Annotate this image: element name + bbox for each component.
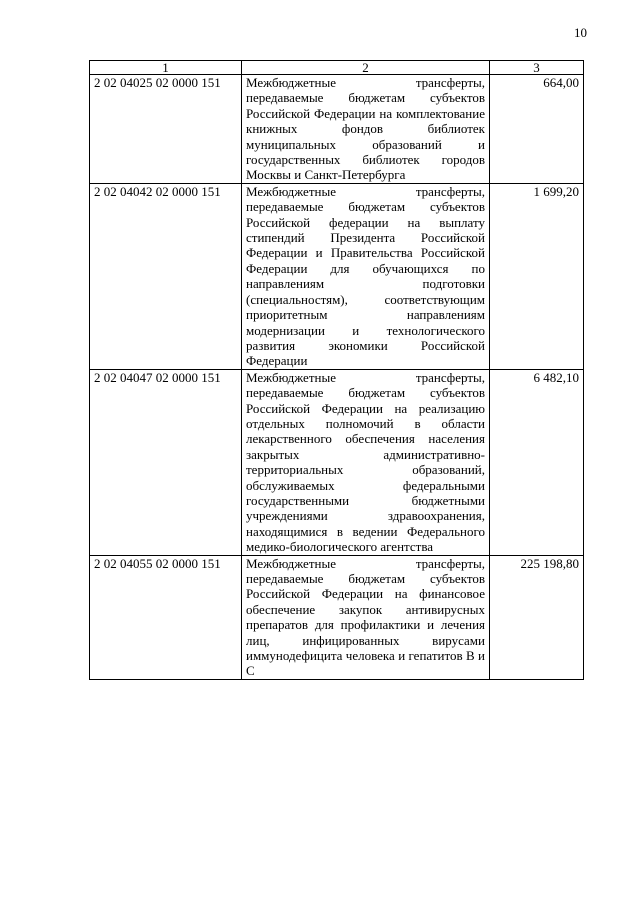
transfer-amount: 225 198,80 xyxy=(490,555,584,679)
budget-code: 2 02 04025 02 0000 151 xyxy=(90,75,242,184)
transfer-description: Межбюджетные трансферты, передаваемые бюджетам субъектов Российской федерации на выплату стипендий Президента Российской Федерации и Правительства Российской Федерации для обучающихся по направлениям подготовки (специальностям), соответствующим приоритетным направлениям модернизации и технологического развития экономики Российской Федерации xyxy=(242,183,490,369)
budget-code: 2 02 04047 02 0000 151 xyxy=(90,369,242,555)
table-row xyxy=(90,369,584,555)
column-header-1: 1 xyxy=(90,61,242,75)
table-row xyxy=(90,555,584,679)
column-header-2: 2 xyxy=(242,61,490,75)
budget-code: 2 02 04042 02 0000 151 xyxy=(90,183,242,369)
transfer-description: Межбюджетные трансферты, передаваемые бюджетам субъектов Российской Федерации на финансовое обеспечение закупок антивирусных препаратов для профилактики и лечения лиц, инфицированных вирусами иммунодефицита человека и гепатитов В и С xyxy=(242,555,490,679)
transfer-amount: 1 699,20 xyxy=(490,183,584,369)
table-header-row xyxy=(90,61,584,75)
transfer-description: Межбюджетные трансферты, передаваемые бюджетам субъектов Российской Федерации на комплектование книжных фондов библиотек муниципальных образований и государственных библиотек городов Москвы и Санкт-Петербурга xyxy=(242,75,490,184)
budget-code: 2 02 04055 02 0000 151 xyxy=(90,555,242,679)
transfer-amount: 664,00 xyxy=(490,75,584,184)
budget-transfers-table xyxy=(89,60,584,680)
transfer-description: Межбюджетные трансферты, передаваемые бюджетам субъектов Российской Федерации на реализацию отдельных полномочий в области лекарственного обеспечения населения закрытых административно-территориальных образований, обслуживаемых федеральными государственными бюджетными учреждениями здравоохранения, находящимися в ведении Федерального медико-биологического агентства xyxy=(242,369,490,555)
table-row xyxy=(90,75,584,184)
column-header-3: 3 xyxy=(490,61,584,75)
transfer-amount: 6 482,10 xyxy=(490,369,584,555)
page-number: 10 xyxy=(574,25,587,40)
table-row xyxy=(90,183,584,369)
